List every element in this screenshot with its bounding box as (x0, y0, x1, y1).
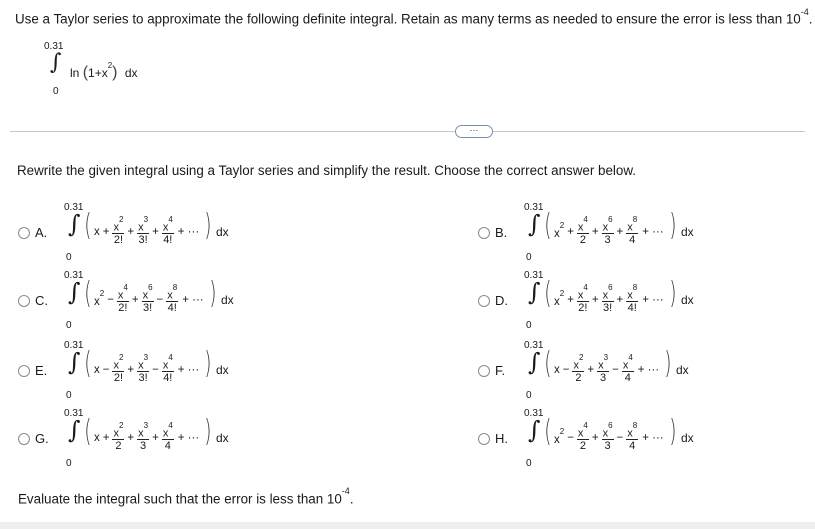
term-sign: + (152, 226, 159, 238)
option-letter: H. (495, 431, 508, 446)
series-tail: + ··· (642, 226, 664, 238)
lower-limit: 0 (526, 252, 532, 263)
term-sign: − (562, 364, 570, 376)
right-paren-icon: ) (204, 346, 212, 381)
series-terms (554, 350, 660, 390)
integral-sign-icon: ∫ (68, 416, 81, 444)
option-letter: F. (495, 363, 506, 378)
left-paren-icon: ( (84, 346, 92, 381)
series-tail: + ··· (642, 432, 664, 444)
integral-sign-icon: ∫ (528, 348, 541, 376)
term-fraction: $\frac{x^3}{3!}$ (138, 214, 149, 247)
lead-term: x (554, 364, 560, 376)
dx-label: dx (216, 431, 229, 445)
radio-button[interactable] (478, 227, 490, 239)
radio-button[interactable] (18, 365, 30, 377)
series-terms (94, 280, 205, 320)
left-paren-icon: ( (544, 414, 552, 449)
left-paren-icon: ( (544, 346, 552, 381)
series-tail: + ··· (177, 226, 200, 238)
term-sign: − (612, 364, 619, 376)
term-fraction: $\frac{x^2}{2!}$ (113, 352, 124, 385)
term-sign: + (587, 364, 595, 376)
expand-more-button[interactable]: ··· (455, 125, 493, 138)
upper-limit: 0.31 (524, 340, 544, 351)
lower-limit: 0 (66, 320, 72, 331)
dx-label: dx (681, 225, 694, 239)
term-sign: − (152, 364, 159, 376)
term-sign: + (567, 226, 574, 238)
integral-sign-icon: ∫ (68, 210, 81, 238)
right-paren-icon: ) (664, 346, 672, 381)
integral-sign-icon: ∫ (68, 348, 81, 376)
term-fraction: $\frac{x^6}{3}$ (602, 214, 613, 247)
lower-limit: 0 (526, 320, 532, 331)
term-fraction: $\frac{x^4}{4}$ (622, 352, 633, 385)
series-terms (554, 418, 665, 458)
term-fraction: $\frac{x^6}{3!}$ (142, 282, 153, 315)
upper-limit: 0.31 (64, 202, 84, 213)
series-tail: + ··· (637, 364, 660, 376)
series-terms (94, 418, 200, 458)
option-letter: A. (35, 225, 48, 240)
term-fraction: $\frac{x^4}{4}$ (162, 420, 173, 453)
radio-button[interactable] (478, 295, 490, 307)
term-fraction: $\frac{x^4}{2!}$ (577, 282, 588, 315)
term-fraction: $\frac{x^2}{2}$ (573, 352, 584, 385)
series-terms (94, 350, 200, 390)
lead-term: $x^2$ (94, 288, 105, 308)
dx-label: dx (681, 293, 694, 307)
lead-term: $x^2$ (554, 426, 565, 446)
term-fraction: $\frac{x^2}{2}$ (113, 420, 124, 453)
term-fraction: $\frac{x^4}{2}$ (577, 420, 588, 453)
term-fraction: $\frac{x^3}{3!}$ (138, 352, 149, 385)
right-paren-icon: ) (669, 414, 677, 449)
left-paren-icon: ( (84, 208, 92, 243)
right-paren-icon: ) (669, 276, 677, 311)
term-sign: + (567, 294, 574, 306)
term-sign: + (591, 294, 599, 306)
lead-term: $x^2$ (554, 288, 565, 308)
series-terms (94, 212, 200, 252)
left-paren-icon: ( (544, 276, 552, 311)
option-letter: G. (35, 431, 49, 446)
upper-limit: 0.31 (524, 408, 544, 419)
left-paren-icon: ( (84, 276, 92, 311)
right-paren-icon: ) (669, 208, 677, 243)
left-paren-icon: ( (544, 208, 552, 243)
term-sign: + (591, 432, 599, 444)
term-sign: + (591, 226, 599, 238)
option-letter: E. (35, 363, 48, 378)
series-terms (554, 280, 665, 320)
evaluate-prompt: Evaluate the integral such that the error is less than $10^{-4}$. (18, 486, 354, 507)
lead-term: x (94, 432, 100, 444)
term-sign: + (131, 294, 139, 306)
radio-button[interactable] (18, 295, 30, 307)
term-fraction: $\frac{x^2}{2!}$ (113, 214, 124, 247)
upper-limit: 0.31 (524, 202, 544, 213)
term-sign: + (127, 432, 135, 444)
lower-limit: 0 (66, 252, 72, 263)
integral-sign-icon: ∫ (50, 50, 62, 75)
term-sign: + (102, 226, 110, 238)
term-fraction: $\frac{x^3}{3}$ (138, 420, 149, 453)
integral-upper-limit: 0.31 (44, 41, 64, 52)
radio-button[interactable] (478, 433, 490, 445)
lower-limit: 0 (526, 458, 532, 469)
upper-limit: 0.31 (64, 270, 84, 281)
radio-button[interactable] (478, 365, 490, 377)
footer-bar (0, 522, 815, 529)
integrand: $\ln (1+x^2)$ dx (70, 61, 138, 81)
term-fraction: $\frac{x^6}{3!}$ (602, 282, 613, 315)
upper-limit: 0.31 (64, 340, 84, 351)
term-fraction: $\frac{x^4}{4!}$ (162, 352, 173, 385)
integral-lower-limit: 0 (53, 86, 59, 97)
term-fraction: $\frac{x^4}{4!}$ (162, 214, 173, 247)
dx-label: dx (216, 363, 229, 377)
subquestion-text: Rewrite the given integral using a Taylor series and simplify the result. Choose the correct answer below. (17, 163, 637, 178)
dx-label: dx (216, 225, 229, 239)
dx-label: dx (221, 293, 234, 307)
right-paren-icon: ) (204, 414, 212, 449)
series-tail: + ··· (177, 432, 200, 444)
right-paren-icon: ) (204, 208, 212, 243)
term-sign: − (102, 364, 110, 376)
term-fraction: $\frac{x^4}{2!}$ (117, 282, 128, 315)
term-sign: + (102, 432, 110, 444)
series-tail: + ··· (182, 294, 204, 306)
term-sign: + (152, 432, 159, 444)
series-tail: + ··· (177, 364, 200, 376)
series-tail: + ··· (642, 294, 664, 306)
integral-sign-icon: ∫ (528, 416, 541, 444)
lead-term: x (94, 226, 100, 238)
integral-sign-icon: ∫ (68, 278, 81, 306)
option-letter: B. (495, 225, 508, 240)
term-sign: + (616, 294, 624, 306)
term-fraction: $\frac{x^8}{4!}$ (627, 282, 638, 315)
right-paren-icon: ) (209, 276, 217, 311)
term-sign: + (616, 226, 624, 238)
lower-limit: 0 (526, 390, 532, 401)
lead-term: x (94, 364, 100, 376)
radio-button[interactable] (18, 227, 30, 239)
upper-limit: 0.31 (64, 408, 84, 419)
question-text: Use a Taylor series to approximate the following definite integral. Retain as many terms as needed to ensure the error is less than $10^{-4}$. (15, 7, 813, 27)
integral-sign-icon: ∫ (528, 278, 541, 306)
term-fraction: $\frac{x^8}{4!}$ (167, 282, 178, 315)
lower-limit: 0 (66, 390, 72, 401)
upper-limit: 0.31 (524, 270, 544, 281)
dx-label: dx (681, 431, 694, 445)
option-letter: D. (495, 293, 508, 308)
term-fraction: $\frac{x^4}{2}$ (577, 214, 588, 247)
term-sign: + (127, 364, 135, 376)
left-paren-icon: ( (84, 414, 92, 449)
radio-button[interactable] (18, 433, 30, 445)
term-fraction: $\frac{x^8}{4}$ (627, 214, 638, 247)
term-sign: − (616, 432, 624, 444)
lead-term: $x^2$ (554, 220, 565, 240)
option-letter: C. (35, 293, 48, 308)
lower-limit: 0 (66, 458, 72, 469)
term-fraction: $\frac{x^6}{3}$ (602, 420, 613, 453)
term-sign: − (567, 432, 574, 444)
term-sign: − (107, 294, 114, 306)
term-sign: + (127, 226, 135, 238)
series-terms (554, 212, 665, 252)
integral-sign-icon: ∫ (528, 210, 541, 238)
term-fraction: $\frac{x^8}{4}$ (627, 420, 638, 453)
term-fraction: $\frac{x^3}{3}$ (598, 352, 609, 385)
term-sign: − (156, 294, 164, 306)
dx-label: dx (676, 363, 689, 377)
section-divider (10, 131, 805, 132)
